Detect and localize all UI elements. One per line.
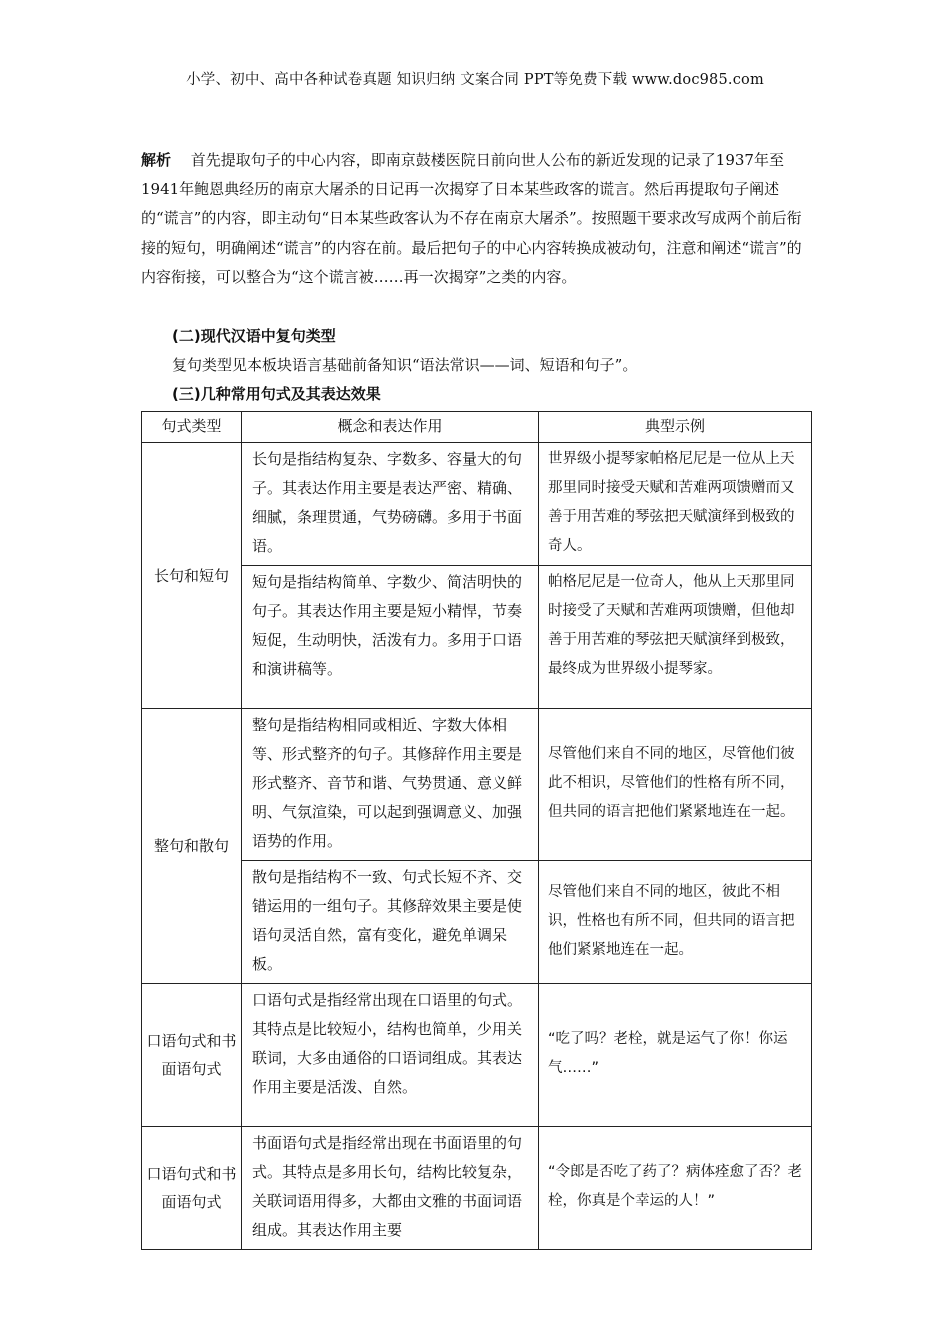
- concept-cell: 整句是指结构相同或相近、字数大体相等、形式整齐的句子。其修辞作用主要是形式整齐、音节和谐、气势贯通、意义鲜明、气氛渲染，可以起到强调意义、加强语势的作用。: [242, 709, 539, 861]
- type-cell-long-short: 长句和短句: [142, 443, 242, 709]
- concept-cell: 短句是指结构简单、字数少、简洁明快的句子。其表达作用主要是短小精悍，节奏短促，生动明快，活泼有力。多用于口语和演讲稿等。: [242, 566, 539, 709]
- section-heading-sentence-patterns: (三)几种常用句式及其表达效果: [172, 385, 381, 403]
- example-cell: “令郎是否吃了药了？病体痊愈了否？老栓，你真是个幸运的人！”: [539, 1127, 812, 1250]
- example-cell: 尽管他们来自不同的地区，彼此不相识，性格也有所不同，但共同的语言把他们紧紧地连在一起。: [539, 861, 812, 984]
- header-type: 句式类型: [142, 412, 242, 443]
- example-cell: 世界级小提琴家帕格尼尼是一位从上天那里同时接受天赋和苦难两项馈赠而又善于用苦难的琴弦把天赋演绎到极致的奇人。: [539, 443, 812, 566]
- analysis-text: 首先提取句子的中心内容，即南京鼓楼医院日前向世人公布的新近发现的记录了1937年至1941年鲍恩典经历的南京大屠杀的日记再一次揭穿了日本某些政客的谎言。然后再提取句子阐述的“谎言”的内容，即主动句“日本某些政客认为不存在南京大屠杀”。按照题干要求改写成两个前后衔接的短句，明确阐述“谎言”的内容在前。最后把句子的中心内容转换成被动句，注意和阐述“谎言”的内容衔接，可以整合为“这个谎言被……再一次揭穿”之类的内容。: [141, 151, 802, 286]
- header-concept: 概念和表达作用: [242, 412, 539, 443]
- table-row: [142, 984, 812, 1127]
- example-cell: 尽管他们来自不同的地区，尽管他们彼此不相识，尽管他们的性格有所不同，但共同的语言把他们紧紧地连在一起。: [539, 709, 812, 861]
- table-header-row: [142, 412, 812, 443]
- example-cell: 帕格尼尼是一位奇人，他从上天那里同时接受了天赋和苦难两项馈赠，但他却善于用苦难的琴弦把天赋演绎到极致，最终成为世界级小提琴家。: [539, 566, 812, 709]
- concept-cell: 散句是指结构不一致、句式长短不齐、交错运用的一组句子。其修辞效果主要是使语句灵活自然，富有变化，避免单调呆板。: [242, 861, 539, 984]
- concept-cell: 书面语句式是指经常出现在书面语里的句式。其特点是多用长句，结构比较复杂，关联词语用得多，大都由文雅的书面词语组成。其表达作用主要: [242, 1127, 539, 1250]
- table-row: [142, 1127, 812, 1250]
- type-cell-regular-loose: 整句和散句: [142, 709, 242, 984]
- header-example: 典型示例: [539, 412, 812, 443]
- table-row: [142, 709, 812, 861]
- sentence-pattern-table: [141, 411, 812, 1250]
- type-cell-oral-written: 口语句式和书面语句式: [142, 984, 242, 1127]
- table-row: [142, 566, 812, 709]
- type-cell-oral-written: 口语句式和书面语句式: [142, 1127, 242, 1250]
- concept-cell: 长句是指结构复杂、字数多、容量大的句子。其表达作用主要是表达严密、精确、细腻，条理贯通，气势磅礴。多用于书面语。: [242, 443, 539, 566]
- section-text-compound-sentences: 复句类型见本板块语言基础前备知识“语法常识——词、短语和句子”。: [172, 356, 638, 374]
- section-heading-compound-sentences: (二)现代汉语中复句类型: [172, 327, 336, 345]
- analysis-label: 解析: [141, 151, 172, 169]
- example-cell: “吃了吗？老栓，就是运气了你！你运气……”: [539, 984, 812, 1127]
- table-row: [142, 443, 812, 566]
- page-header: 小学、初中、高中各种试卷真题 知识归纳 文案合同 PPT等免费下载 www.doc985.com: [186, 72, 764, 88]
- concept-cell: 口语句式是指经常出现在口语里的句式。其特点是比较短小，结构也简单，少用关联词，大多由通俗的口语词组成。其表达作用主要是活泼、自然。: [242, 984, 539, 1127]
- table-row: [142, 861, 812, 984]
- analysis-paragraph: [141, 146, 811, 292]
